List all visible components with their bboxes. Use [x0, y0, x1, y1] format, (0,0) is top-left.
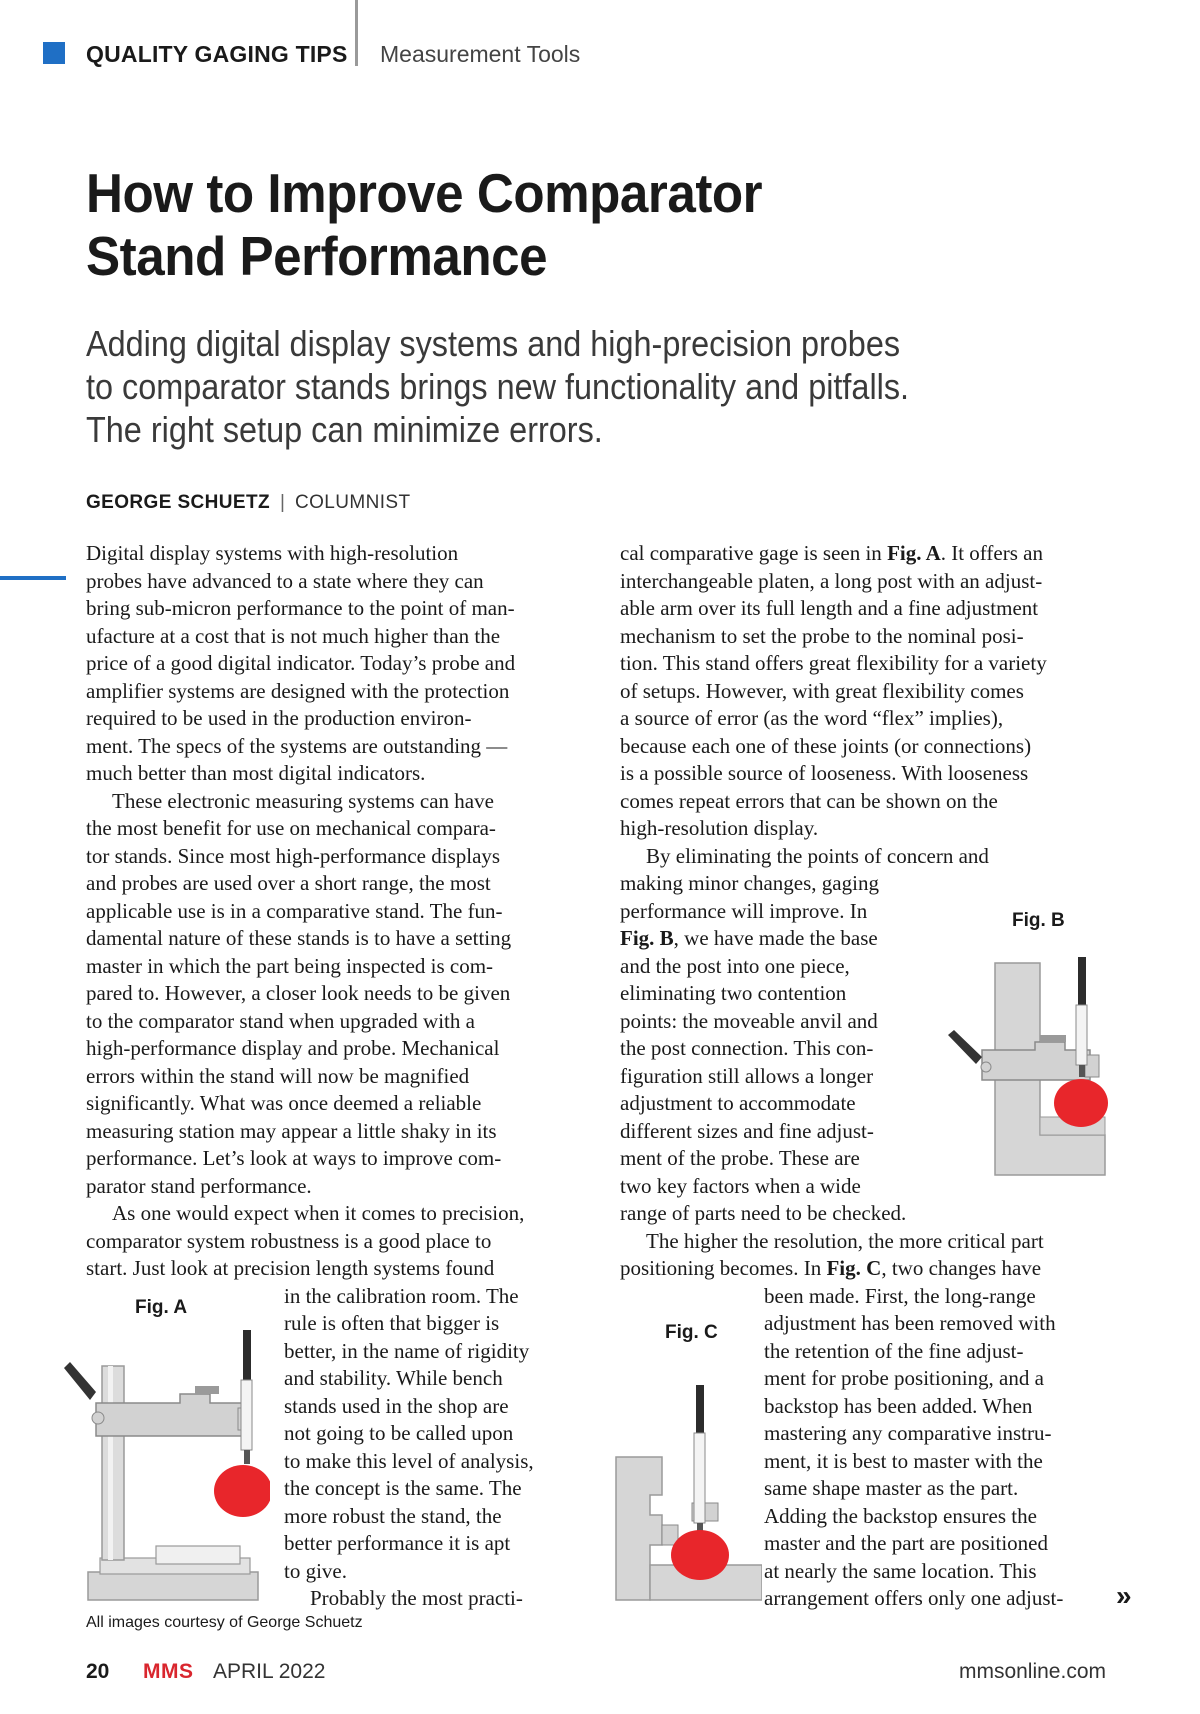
- text-line: two key factors when a wide: [620, 1173, 861, 1198]
- column-1-paragraph-1: [86, 540, 515, 788]
- text-line: master in which the part being inspected is com-: [86, 953, 494, 978]
- text-line: adjustment has been removed with: [764, 1311, 1056, 1335]
- column-1-paragraph-2: [86, 788, 511, 1201]
- text-line: price of a good digital indicator. Today’s probe and: [86, 651, 516, 675]
- section-label: QUALITY GAGING TIPS: [86, 41, 348, 67]
- text-line: The higher the resolution, the more critical part: [646, 1228, 1044, 1253]
- text-line: errors within the stand will now be magnified: [86, 1063, 470, 1088]
- text-line: the most benefit for use on mechanical compara-: [86, 816, 496, 840]
- text-line: These electronic measuring systems can have: [112, 788, 494, 813]
- text-line: better performance it is apt: [284, 1531, 511, 1555]
- text-line: the post connection. This con-: [620, 1036, 874, 1060]
- text-line: bring sub-micron performance to the point of man-: [86, 596, 515, 620]
- text-line: points: the moveable anvil and: [620, 1008, 878, 1033]
- continue-arrow-icon: »: [1116, 1580, 1132, 1611]
- text-line: at nearly the same location. This: [764, 1558, 1037, 1583]
- fig-b-comparator-stand-illustration: [940, 945, 1110, 1180]
- fig-c-comparator-stand-illustration: [612, 1355, 762, 1610]
- text-line: not going to be called upon: [284, 1421, 514, 1445]
- text-line: high-performance display and probe. Mechanical: [86, 1036, 500, 1060]
- text-line: in the calibration room. The: [284, 1283, 519, 1308]
- text-line: master and the part are positioned: [764, 1531, 1048, 1555]
- text-line: is a possible source of looseness. With looseness: [620, 761, 1029, 785]
- text-line: figuration still allows a longer: [620, 1063, 874, 1088]
- text-line: and stability. While bench: [284, 1366, 503, 1390]
- text-line: tion. This stand offers great flexibility for a variety: [620, 651, 1047, 675]
- text-line: and the post into one piece,: [620, 953, 850, 978]
- text-line: As one would expect when it comes to precision,: [112, 1201, 525, 1225]
- text-line: required to be used in the production environ-: [86, 706, 472, 730]
- text-line: probes have advanced to a state where they can: [86, 568, 484, 593]
- text-line: comes repeat errors that can be shown on the: [620, 788, 998, 813]
- text-line: applicable use is in a comparative stand. The fun-: [86, 898, 503, 923]
- text-run: , two changes have: [881, 1256, 1042, 1280]
- text-line: ment, it is best to master with the: [764, 1448, 1043, 1473]
- fig-b-reference: Fig. B: [620, 926, 674, 950]
- text-line: different sizes and fine adjust-: [620, 1118, 874, 1143]
- text-line: interchangeable platen, a long post with an adjust-: [620, 568, 1043, 593]
- text-line: Probably the most practi-: [310, 1586, 523, 1610]
- text-line: By eliminating the points of concern and: [646, 843, 989, 868]
- text-line: the concept is the same. The: [284, 1476, 522, 1500]
- text-line: of setups. However, with great flexibility comes: [620, 678, 1024, 703]
- section-marker: [43, 42, 65, 64]
- text-line: to make this level of analysis,: [284, 1448, 534, 1473]
- text-line: measuring station may appear a little shaky in its: [86, 1118, 497, 1143]
- text-line: Adding the backstop ensures the: [764, 1503, 1037, 1528]
- deck-line: to comparator stands brings new functionality and pitfalls.: [86, 366, 910, 407]
- image-credit: All images courtesy of George Schuetz: [86, 1614, 363, 1631]
- text-line: tor stands. Since most high-performance displays: [86, 843, 501, 868]
- column-2-paragraph-5: [620, 843, 989, 1228]
- text-run: , we have made the base: [673, 926, 878, 950]
- text-line: been made. First, the long-range: [764, 1283, 1036, 1308]
- article-title: [86, 162, 923, 288]
- text-line: the retention of the fine adjust-: [764, 1338, 1024, 1363]
- deck-line: Adding digital display systems and high-precision probes: [86, 323, 901, 364]
- text-line: a source of error (as the word “flex” implies),: [620, 706, 1004, 730]
- text-line: stands used in the shop are: [284, 1393, 509, 1418]
- column-1-paragraph-3: [86, 1200, 524, 1283]
- text-line: start. Just look at precision length systems found: [86, 1256, 495, 1280]
- issue-date: APRIL 2022: [213, 1660, 326, 1683]
- fig-a-label: Fig. A: [135, 1297, 188, 1318]
- text-line: to give.: [284, 1558, 347, 1583]
- text-line: same shape master as the part.: [764, 1476, 1019, 1500]
- text-line: and probes are used over a short range, the most: [86, 871, 491, 895]
- text-run: . It offers an: [940, 541, 1043, 565]
- fig-c-reference: Fig. C: [826, 1256, 882, 1280]
- text-run: positioning becomes. In: [620, 1256, 827, 1280]
- text-line: rule is often that bigger is: [284, 1311, 500, 1335]
- byline-separator: |: [280, 492, 285, 513]
- accent-rule: [0, 576, 66, 580]
- text-line: amplifier systems are designed with the protection: [86, 678, 510, 703]
- byline: [86, 492, 410, 514]
- author-role: COLUMNIST: [294, 492, 411, 513]
- column-1-paragraph-3-wrap: [284, 1283, 534, 1613]
- fig-a-comparator-stand-illustration: [60, 1330, 270, 1610]
- text-line: parator stand performance.: [86, 1173, 312, 1198]
- text-line: better, in the name of rigidity: [284, 1338, 530, 1363]
- fig-c-label: Fig. C: [665, 1322, 718, 1343]
- text-line: ment for probe positioning, and a: [764, 1366, 1044, 1390]
- title-line: How to Improve Comparator: [86, 162, 763, 224]
- text-line: mastering any comparative instru-: [764, 1421, 1052, 1445]
- text-line: adjustment to accommodate: [620, 1091, 856, 1115]
- fig-b-label: Fig. B: [1012, 910, 1065, 931]
- column-2-paragraph-4: [620, 540, 1047, 843]
- article-deck: [86, 322, 1031, 451]
- header-divider: [355, 0, 358, 66]
- text-line: range of parts need to be checked.: [620, 1201, 907, 1225]
- column-2-paragraph-6: [620, 1228, 1044, 1283]
- website-url: mmsonline.com: [958, 1660, 1106, 1683]
- text-line: performance. Let’s look at ways to improve com-: [86, 1146, 502, 1170]
- text-line: because each one of these joints (or connections): [620, 733, 1032, 758]
- text-line: high-resolution display.: [620, 816, 819, 840]
- topic-label: Measurement Tools: [380, 41, 581, 67]
- text-line: damental nature of these stands is to have a setting: [86, 926, 512, 950]
- text-line: making minor changes, gaging: [620, 871, 879, 895]
- text-line: ufacture at a cost that is not much higher than the: [86, 623, 501, 648]
- text-line: ment. The specs of the systems are outstanding —: [86, 733, 508, 758]
- author-name: GEORGE SCHUETZ: [86, 492, 271, 513]
- text-line: significantly. What was once deemed a reliable: [86, 1091, 482, 1115]
- text-line: eliminating two contention: [620, 981, 847, 1005]
- text-line: to the comparator stand when upgraded with a: [86, 1008, 475, 1033]
- text-line: Digital display systems with high-resolution: [86, 541, 459, 565]
- text-line: pared to. However, a closer look needs to be given: [86, 981, 511, 1005]
- text-line: arrangement offers only one adjust-: [764, 1586, 1064, 1610]
- magazine-brand: MMS: [143, 1660, 194, 1683]
- text-line: performance will improve. In: [620, 898, 868, 923]
- text-line: backstop has been added. When: [764, 1393, 1033, 1418]
- text-line: mechanism to set the probe to the nominal posi-: [620, 623, 1024, 648]
- text-line: comparator system robustness is a good place to: [86, 1228, 492, 1253]
- text-line: ment of the probe. These are: [620, 1146, 860, 1170]
- deck-line: The right setup can minimize errors.: [86, 409, 603, 450]
- text-run: cal comparative gage is seen in: [620, 541, 888, 565]
- text-line: able arm over its full length and a fine adjustment: [620, 596, 1039, 620]
- column-2-paragraph-6-wrap: [764, 1283, 1063, 1613]
- title-line: Stand Performance: [86, 225, 548, 287]
- text-line: much better than most digital indicators.: [86, 761, 426, 785]
- page-number: 20: [86, 1660, 110, 1683]
- text-line: more robust the stand, the: [284, 1503, 502, 1528]
- fig-a-reference: Fig. A: [887, 541, 941, 565]
